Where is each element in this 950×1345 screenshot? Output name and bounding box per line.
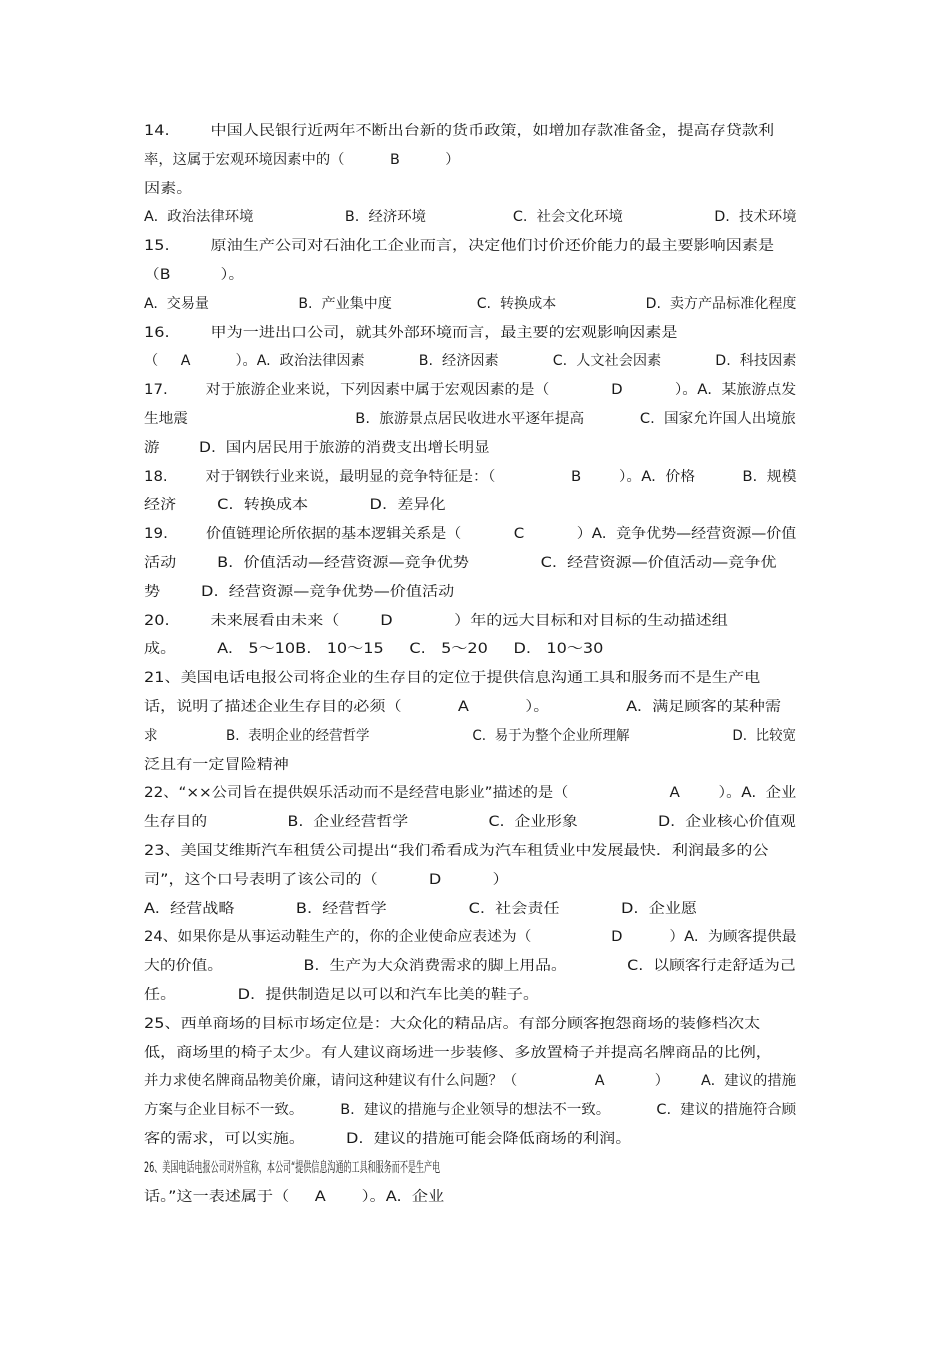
text-line: 经济 C. 转换成本 D. 差异化 <box>144 497 446 514</box>
text-line: 话。”这一表述属于（ A ）。A. 企业 <box>144 1188 445 1205</box>
text-line: （B ）。 <box>144 267 245 283</box>
text-line: 低，商场里的椅子太少。有人建议商场进一步装修、多放置椅子并提高名牌商品的比例， <box>144 1044 772 1061</box>
text-line: 26、美国电话电报公司对外宣称，本公司“提供信息沟通的工具和服务而不是生产电 <box>144 1159 441 1176</box>
text-line: 19. 价值链理论所依据的基本逻辑关系是（ C ）A. 竞争优势—经营资源—价值 <box>144 526 797 543</box>
text-line: 25、西单商场的目标市场定位是：大众化的精品店。有部分顾客抱怨商场的装修档次太 <box>144 1015 761 1032</box>
text-line: 24、如果你是从事运动鞋生产的，你的企业使命应表述为（ D ）A. 为顾客提供最 <box>144 929 797 946</box>
text-line: 方案与企业目标不一致。 B. 建议的措施与企业领导的想法不一致。 C. 建议的措施符合顾 <box>144 1102 797 1119</box>
text-line: 活动 B. 价值活动—经营资源—竞争优势 C. 经营资源—价值活动—竞争优 <box>144 555 777 571</box>
text-line: 客的需求，可以实施。 D. 建议的措施可能会降低商场的利润。 <box>144 1131 632 1147</box>
text-line: A. 经营战略 B. 经营哲学 C. 社会责任 D. 企业愿 <box>144 900 698 917</box>
text-line: 14. 中国人民银行近两年不断出台新的货币政策，如增加存款准备金，提高存贷款利 <box>144 123 775 139</box>
text-line: 话，说明了描述企业生存目的必须（ A ）。 A. 满足顾客的某种需 <box>144 699 782 715</box>
text-line: 司”，这个口号表明了该公司的（ D ） <box>144 871 509 888</box>
text-line: 23、美国艾维斯汽车租赁公司提出“我们希看成为汽车租赁业中发展最快．利润最多的公 <box>144 843 769 859</box>
text-line: 率，这属于宏观环境因素中的（ B ） <box>144 151 460 168</box>
text-line: 成。 A. 5～10B. 10～15 C. 5～20 D. 10～30 <box>144 641 604 658</box>
text-line: 20. 未来展看由未来（ D ）年的远大目标和对目标的生动描述组 <box>144 612 728 629</box>
text-line: 17. 对于旅游企业来说，下列因素中属于宏观因素的是（ D ）。A. 某旅游点发 <box>144 382 797 399</box>
text-line: 求 B. 表明企业的经营哲学 C. 易于为整个企业所理解 D. 比较宽 <box>144 727 797 744</box>
text-line: 生地震 B. 旅游景点居民收进水平逐年提高 C. 国家允许国人出境旅 <box>144 411 796 427</box>
text-line: 并力求使名牌商品物美价廉，请问这种建议有什么问题？（ A ） A. 建议的措施 <box>144 1073 797 1090</box>
text-line: 泛且有一定冒险精神 <box>144 756 289 773</box>
text-line: A. 政治法律环境 B. 经济环境 C. 社会文化环境 D. 技术环境 <box>144 209 797 226</box>
text-line: 16. 甲为一进出口公司，就其外部环境而言，最主要的宏观影响因素是 <box>144 324 678 341</box>
text-line: 势 D. 经营资源—竞争优势—价值活动 <box>144 583 455 600</box>
text-line: 任。 D. 提供制造足以可以和汽车比美的鞋子。 <box>144 987 540 1003</box>
text-line: 游 D. 国内居民用于旅游的消费支出增长明显 <box>144 439 490 456</box>
text-line: A. 交易量 B. 产业集中度 C. 转换成本 D. 卖方产品标准化程度 <box>144 295 797 312</box>
text-line: 大的价值。 B. 生产为大众消费需求的脚上用品。 C. 以顾客行走舒适为己 <box>144 958 796 975</box>
text-line: 21、美国电话电报公司将企业的生存目的定位于提供信息沟通工具和服务而不是生产电 <box>144 670 761 687</box>
text-line: 因素。 <box>144 180 193 197</box>
text-line: 15. 原油生产公司对石油化工企业而言，决定他们讨价还价能力的最主要影响因素是 <box>144 238 775 255</box>
text-line: （ A ）。A. 政治法律因素 B. 经济因素 C. 人文社会因素 D. 科技因素 <box>144 353 797 370</box>
text-line: 22、“××公司旨在提供娱乐活动而不是经营电影业”描述的是（ A ）。A. 企业 <box>144 785 797 802</box>
text-line: 18. 对于钢铁行业来说，最明显的竞争特征是：（ B ）。A. 价格 B. 规模 <box>144 468 797 485</box>
text-line: 生存目的 B. 企业经营哲学 C. 企业形象 D. 企业核心价值观 <box>144 814 796 831</box>
